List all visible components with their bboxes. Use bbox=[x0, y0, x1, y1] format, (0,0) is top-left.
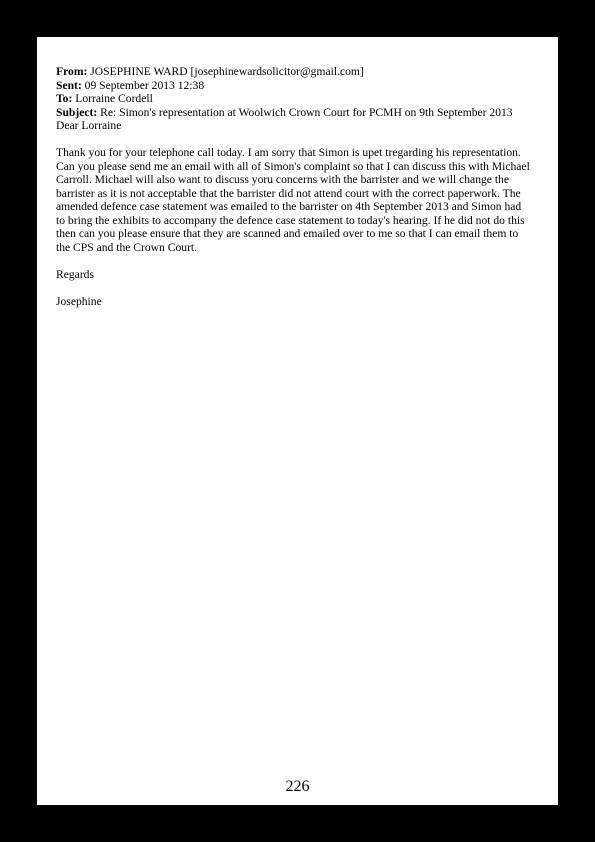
to-line bbox=[56, 92, 546, 106]
body-line: barrister as it is not acceptable that the barrister did not attend court with the correct paperwork. The bbox=[56, 186, 521, 200]
body-line: amended defence case statement was emailed to the barrister on 4th September 2013 and Simon had bbox=[56, 200, 522, 213]
sent-value: 09 September 2013 12:38 bbox=[84, 78, 205, 92]
subject-line bbox=[56, 106, 546, 120]
closing: Regards bbox=[56, 267, 94, 281]
subject-value: Re: Simon's representation at Woolwich Crown Court for PCMH on 9th September 2013 bbox=[100, 105, 513, 119]
body-paragraph bbox=[56, 146, 546, 254]
spacer bbox=[56, 254, 546, 268]
body-line: to bring the exhibits to accompany the defence case statement to today's hearing. If he did not do this bbox=[56, 213, 525, 227]
body-line: Thank you for your telephone call today. I am sorry that Simon is upet tregarding his representation. bbox=[56, 146, 521, 159]
to-label: To: bbox=[56, 92, 73, 105]
email-printout bbox=[56, 65, 546, 308]
from-label: From: bbox=[56, 65, 88, 78]
spacer bbox=[56, 133, 546, 147]
body-line: the CPS and the Crown Court. bbox=[56, 240, 198, 254]
from-line bbox=[56, 65, 546, 79]
document-page bbox=[37, 37, 558, 805]
signature: Josephine bbox=[56, 294, 102, 308]
spacer bbox=[56, 281, 546, 295]
sent-label: Sent: bbox=[56, 78, 82, 92]
body-line: Can you please send me an email with all of Simon's complaint so that I can discuss this with Michael bbox=[56, 159, 530, 173]
from-value: JOSEPHINE WARD [josephinewardsolicitor@gmail.com] bbox=[90, 65, 364, 78]
sent-line bbox=[56, 79, 546, 93]
page-number: 226 bbox=[285, 778, 310, 795]
body-line: Carroll. Michael will also want to discuss yoru concerns with the barrister and we will change the bbox=[56, 173, 509, 186]
body-line: then can you please ensure that they are scanned and emailed over to me so that I can email them to bbox=[56, 227, 519, 240]
subject-label: Subject: bbox=[56, 105, 98, 119]
to-value: Lorraine Cordell bbox=[75, 92, 153, 105]
greeting: Dear Lorraine bbox=[56, 119, 122, 132]
